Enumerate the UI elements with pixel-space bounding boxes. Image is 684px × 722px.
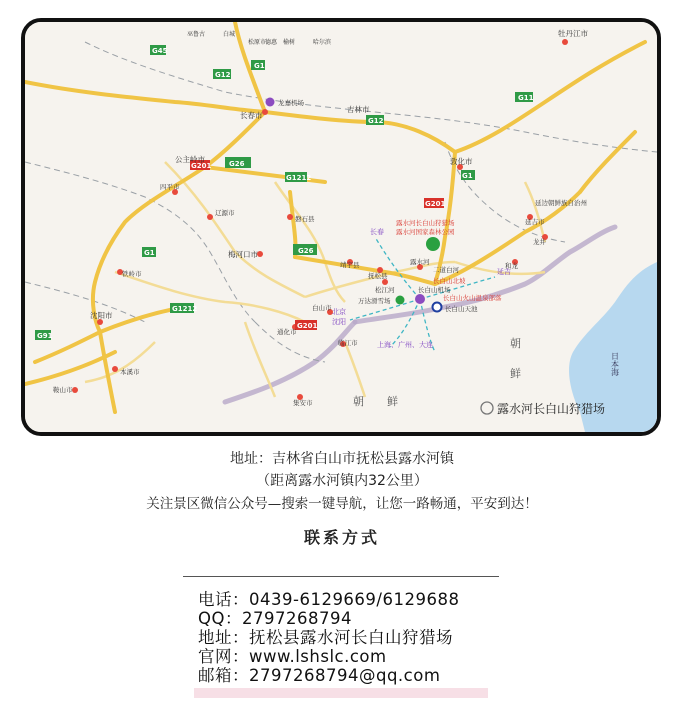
shield-label: G201 [191,162,212,170]
shield-label: G12 [215,71,231,79]
place-label: 龙嘉机场 [278,99,304,107]
address-line: 地址：吉林省白山市抚松县露水河镇 [230,451,454,467]
place-label: 长春市 [240,111,263,120]
place-label: 龙井 [533,238,546,246]
shield-label: G201 [297,322,318,330]
route-label: 上海、广州、大连 [377,341,433,349]
place-label: 梅河口市 [228,250,258,259]
place-label: 白城 [223,31,236,38]
place-label: 露水河国家森林公园 [396,228,455,236]
contact-phone: 电话：0439-6129669/6129688 [198,590,460,609]
distance-line: （距离露水河镇内32公里） [256,473,428,489]
shield-label: G1 [462,172,473,180]
place-label: 四平市 [160,183,180,191]
place-label: 长白山机场 [418,286,451,294]
shield-label: G12 [368,117,384,125]
contact-website[interactable]: 官网：www.lshslc.com [198,647,387,666]
shield-label: G1 [144,249,155,257]
place-label: 沈阳市 [90,311,113,320]
place-label: 抚松县 [368,272,388,280]
airport-longjia-icon [266,98,275,107]
place-label: 朝 [510,337,521,350]
contact-title: 联系方式 [303,528,380,547]
place-label: 长白山北坡 [433,277,466,285]
shield-label: G1212 [172,305,198,313]
place-label: 磐石县 [295,215,315,223]
shield-label: G1212 [286,174,312,182]
place-label: 鲜 [510,367,521,380]
watermark [481,401,605,416]
place-label: 公主岭市 [175,155,205,164]
place-label: 松原市 [248,39,267,46]
airport-changbaishan-icon [415,294,425,304]
pink-bar [194,688,488,698]
place-label: 二道白河 [433,266,459,274]
divider [183,576,499,577]
route-label: 沈阳 [332,318,346,326]
place-label: 长白山天池 [445,305,478,313]
place-label: 巫鲁古 [187,31,206,38]
place-label: 松江河 [375,286,395,294]
route-label: 延吉 [497,268,511,276]
shield-label: G11 [518,94,534,102]
place-label: 牡丹江市 [558,29,588,38]
shield-label: G26 [229,160,245,168]
place-label: 露水河长白山狩猎场 [396,219,455,227]
place-label: 通化市 [277,328,297,336]
place-label: 德惠 [265,39,278,46]
route-label: 北京 [332,308,346,316]
place-label: 鲜 [387,395,398,408]
shield-label: G1 [254,62,265,70]
place-label: 延边朝鲜族自治州 [535,199,587,207]
place-label: 朝 [353,395,364,408]
follow-line: 关注景区微信公众号—搜索一键导航，让您一路畅通，平安到达！ [146,496,538,512]
route-label: 长春 [370,228,384,236]
place-label: 敦化市 [450,157,473,166]
contact-email[interactable]: 邮箱：2797268794@qq.com [198,666,441,685]
place-label: 哈尔滨 [313,39,332,46]
map-panel [21,18,661,436]
shield-label: G91 [37,332,53,340]
place-label: 延吉市 [525,218,545,226]
contact-qq: QQ：2797268794 [198,609,352,628]
place-label: 榆树 [283,39,296,46]
shield-label: G45 [152,47,168,55]
place-label: 吉林市 [347,105,370,114]
place-label: 辽源市 [215,209,235,217]
ski-resort-icon [396,296,405,305]
shield-label: G201 [425,200,446,208]
place-label: 万达滑雪场 [358,297,391,305]
place-label: 靖宇县 [340,261,360,269]
hunting-ground-marker [426,237,440,251]
watermark-text: 露水河长白山狩猎场 [497,402,606,416]
place-label: 本溪市 [120,368,140,376]
tianchi-icon [433,303,442,312]
place-label: 和龙 [505,262,518,270]
map-canvas [25,22,657,432]
shield-label: G26 [298,247,314,255]
place-label: 日本海 [610,352,620,376]
contact-address: 地址：抚松县露水河长白山狩猎场 [198,628,453,647]
place-label: 长白山火山温泉部落 [443,294,502,302]
place-label: 鞍山市 [53,386,73,394]
place-label: 集安市 [293,399,313,407]
place-label: 白山市 [312,304,332,312]
place-label: 露水河 [410,258,430,266]
place-label: 临江市 [338,339,358,347]
place-label: 铁岭市 [122,270,142,278]
